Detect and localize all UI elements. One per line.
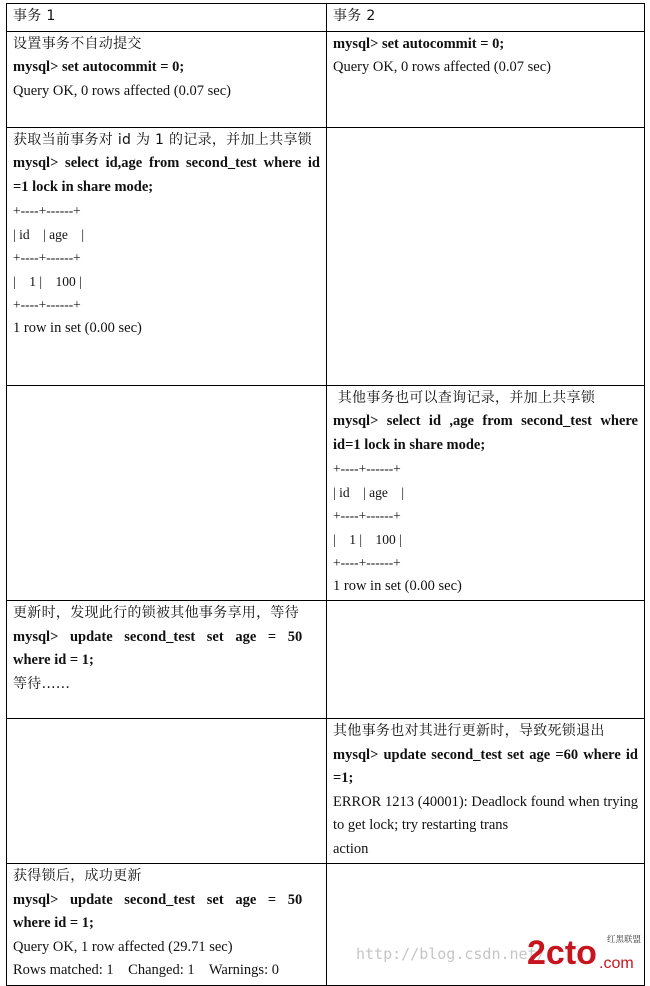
transaction-comparison-table — [6, 3, 645, 986]
table-row — [7, 719, 645, 864]
sql-command-cont: where id = 1; — [13, 915, 94, 931]
cell-t1-step2 — [7, 127, 327, 385]
sql-result: Query OK, 1 row affected (29.71 sec) — [13, 938, 233, 955]
sql-command: mysql> update second_test set age = 50 — [13, 891, 303, 908]
result-table-line: +----+------+ — [13, 297, 81, 312]
sql-command: mysql> select id ,age from second_test where id=1 lock in share mode; — [333, 413, 638, 453]
sql-command: mysql> update second_test set age =60 where id =1; — [333, 746, 638, 786]
cell-t1-step5-empty — [7, 719, 327, 864]
table-row — [7, 601, 645, 719]
result-table-line: +----+------+ — [13, 250, 81, 265]
cell-t1-step6 — [7, 864, 327, 986]
cell-t2-step1 — [327, 31, 645, 127]
step-title: 获取当前事务对 id 为 1 的记录，并加上共享锁 — [13, 131, 312, 148]
step-title: 更新时，发现此行的锁被其他事务享用，等待 — [13, 605, 299, 621]
sql-command: mysql> select id,age from second_test where id =1 lock in share mode; — [13, 155, 320, 195]
result-table-line: | 1 | 100 | — [13, 273, 82, 289]
logo-cn-text: 红黑联盟 — [607, 935, 642, 945]
step-title: 其他事务也对其进行更新时，导致死锁退出 — [333, 723, 605, 739]
sql-result: 1 row in set (0.00 sec) — [333, 577, 462, 594]
logo-text: 2cto — [527, 934, 597, 972]
step-title: 设置事务不自动提交 — [13, 35, 142, 52]
error-message-cont: action — [333, 840, 369, 857]
result-table-line: +----+------+ — [333, 508, 401, 523]
sql-command: mysql> set autocommit = 0; — [13, 59, 185, 75]
site-logo — [527, 928, 645, 972]
result-table-line: | id | age | — [13, 226, 85, 242]
step-title: 获得锁后，成功更新 — [13, 868, 142, 884]
sql-result: 1 row in set (0.00 sec) — [13, 319, 142, 336]
sql-result: Query OK, 0 rows affected (0.07 sec) — [333, 59, 551, 75]
result-table-line: +----+------+ — [13, 203, 81, 218]
result-table-line: | id | age | — [333, 484, 405, 500]
sql-result-stats: Rows matched: 1 Changed: 1 Warnings: 0 — [13, 962, 279, 978]
cell-t2-step5 — [327, 719, 645, 864]
sql-result: Query OK, 0 rows affected (0.07 sec) — [13, 82, 231, 99]
result-table-line: | 1 | 100 | — [333, 531, 402, 547]
table-row — [7, 385, 645, 601]
header-transaction-2: 事务 2 — [327, 4, 645, 32]
error-message: ERROR 1213 (40001): Deadlock found when trying to get lock; try restarting trans — [333, 793, 638, 833]
sql-command-cont: where id = 1; — [13, 652, 94, 668]
result-table-line: +----+------+ — [333, 555, 401, 570]
table-header-row — [7, 4, 645, 32]
cell-t1-step4 — [7, 601, 327, 719]
table-row — [7, 127, 645, 385]
sql-result: 等待...... — [13, 675, 71, 692]
watermark-url: http://blog.csdn.net/ — [356, 945, 546, 963]
cell-t2-step4-empty — [327, 601, 645, 719]
cell-t2-step3 — [327, 385, 645, 601]
table-row — [7, 31, 645, 127]
cell-t2-step2-empty — [327, 127, 645, 385]
header-transaction-1: 事务 1 — [7, 4, 327, 32]
cell-t1-step3-empty — [7, 385, 327, 601]
sql-command: mysql> update second_test set age = 50 — [13, 628, 303, 645]
step-title: 其他事务也可以查询记录，并加上共享锁 — [333, 389, 596, 406]
sql-command: mysql> set autocommit = 0; — [333, 35, 505, 52]
cell-t1-step1 — [7, 31, 327, 127]
logo-domain: .com — [599, 955, 634, 972]
result-table-line: +----+------+ — [333, 461, 401, 476]
